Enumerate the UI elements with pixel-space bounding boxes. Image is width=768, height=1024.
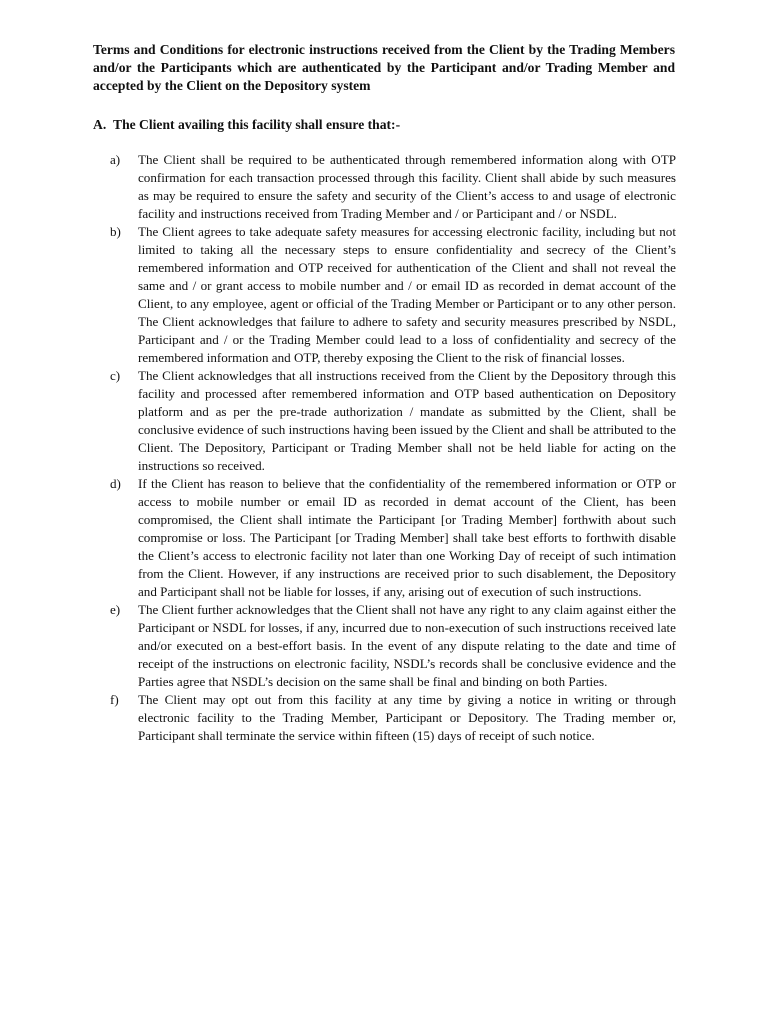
clause-marker: a) xyxy=(110,152,121,167)
clause-text: The Client shall be required to be authenticated through remembered information along with OTP confirmation for each transaction processed through this facility. Client shall abide by such measures as may be required to ensure the safety and security of the Client’s access to and usage of electronic facility and instructions received from Trading Member and / or Participant and / or NSDL. xyxy=(138,152,676,221)
clause-list xyxy=(110,151,676,745)
clause-text: The Client acknowledges that all instructions received from the Client by the Depository through this facility and processed after remembered information and OTP based authentication on Depository platform and as per the pre-trade authorization / mandate as submitted by the Client, shall be conclusive evidence of such instructions having been issued by the Client and shall be attributed to the Client. The Depository, Participant or Trading Member shall not be held liable for acting on the instructions so received. xyxy=(138,368,676,473)
clause-marker: f) xyxy=(110,692,119,707)
clause-text: The Client agrees to take adequate safety measures for accessing electronic facility, including but not limited to taking all the necessary steps to ensure confidentiality and secrecy of the Client’s remembered information and OTP received for authentication of the Client and shall not reveal the same and / or grant access to mobile number and / or email ID as recorded in demat account of the Client, to any employee, agent or official of the Trading Member or Participant or to any other person. The Client acknowledges that failure to adhere to safety and security measures prescribed by NSDL, Participant and / or the Trading Member could lead to a loss of confidentiality and secrecy of the remembered information and OTP, thereby exposing the Client to the risk of financial losses. xyxy=(138,224,676,365)
clause-c xyxy=(110,367,676,475)
section-heading xyxy=(93,116,400,134)
section-letter: A. xyxy=(93,117,107,132)
document-title: Terms and Conditions for electronic instructions received from the Client by the Trading Members and/or the Participants which are authenticated by the Participant and/or Trading Member and accepted by the Client on the Depository system xyxy=(93,42,675,93)
clause-a xyxy=(110,151,676,223)
clause-marker: b) xyxy=(110,224,121,239)
clause-d xyxy=(110,475,676,601)
clause-f xyxy=(110,691,676,745)
clause-marker: c) xyxy=(110,368,121,383)
clause-text: If the Client has reason to believe that the confidentiality of the remembered information or OTP or access to mobile number or email ID as recorded in demat account of the Client, has been compromised, the Client shall intimate the Participant [or Trading Member] forthwith about such compromise or loss. The Participant [or Trading Member] shall take best efforts to forthwith disable the Client’s access to electronic facility not later than one Working Day of receipt of such intimation from the Client. However, if any instructions are received prior to such disablement, the Depository and Participant shall not be liable for losses, if any, arising out of execution of such instructions. xyxy=(138,476,676,599)
clause-text: The Client may opt out from this facility at any time by giving a notice in writing or through electronic facility to the Trading Member, Participant or Depository. The Trading member or, Participant shall terminate the service within fifteen (15) days of receipt of such notice. xyxy=(138,692,676,743)
clause-e xyxy=(110,601,676,691)
clause-b xyxy=(110,223,676,367)
section-heading-text: The Client availing this facility shall ensure that:- xyxy=(113,117,401,132)
clause-marker: d) xyxy=(110,476,121,491)
clause-marker: e) xyxy=(110,602,121,617)
clause-text: The Client further acknowledges that the Client shall not have any right to any claim against either the Participant or NSDL for losses, if any, incurred due to non-execution of such instructions received late and/or executed on a best-effort basis. In the event of any dispute relating to the date and time of receipt of the instructions on electronic facility, NSDL’s records shall be conclusive evidence and the Parties agree that NSDL’s decision on the same shall be final and binding on both Parties. xyxy=(138,602,676,689)
